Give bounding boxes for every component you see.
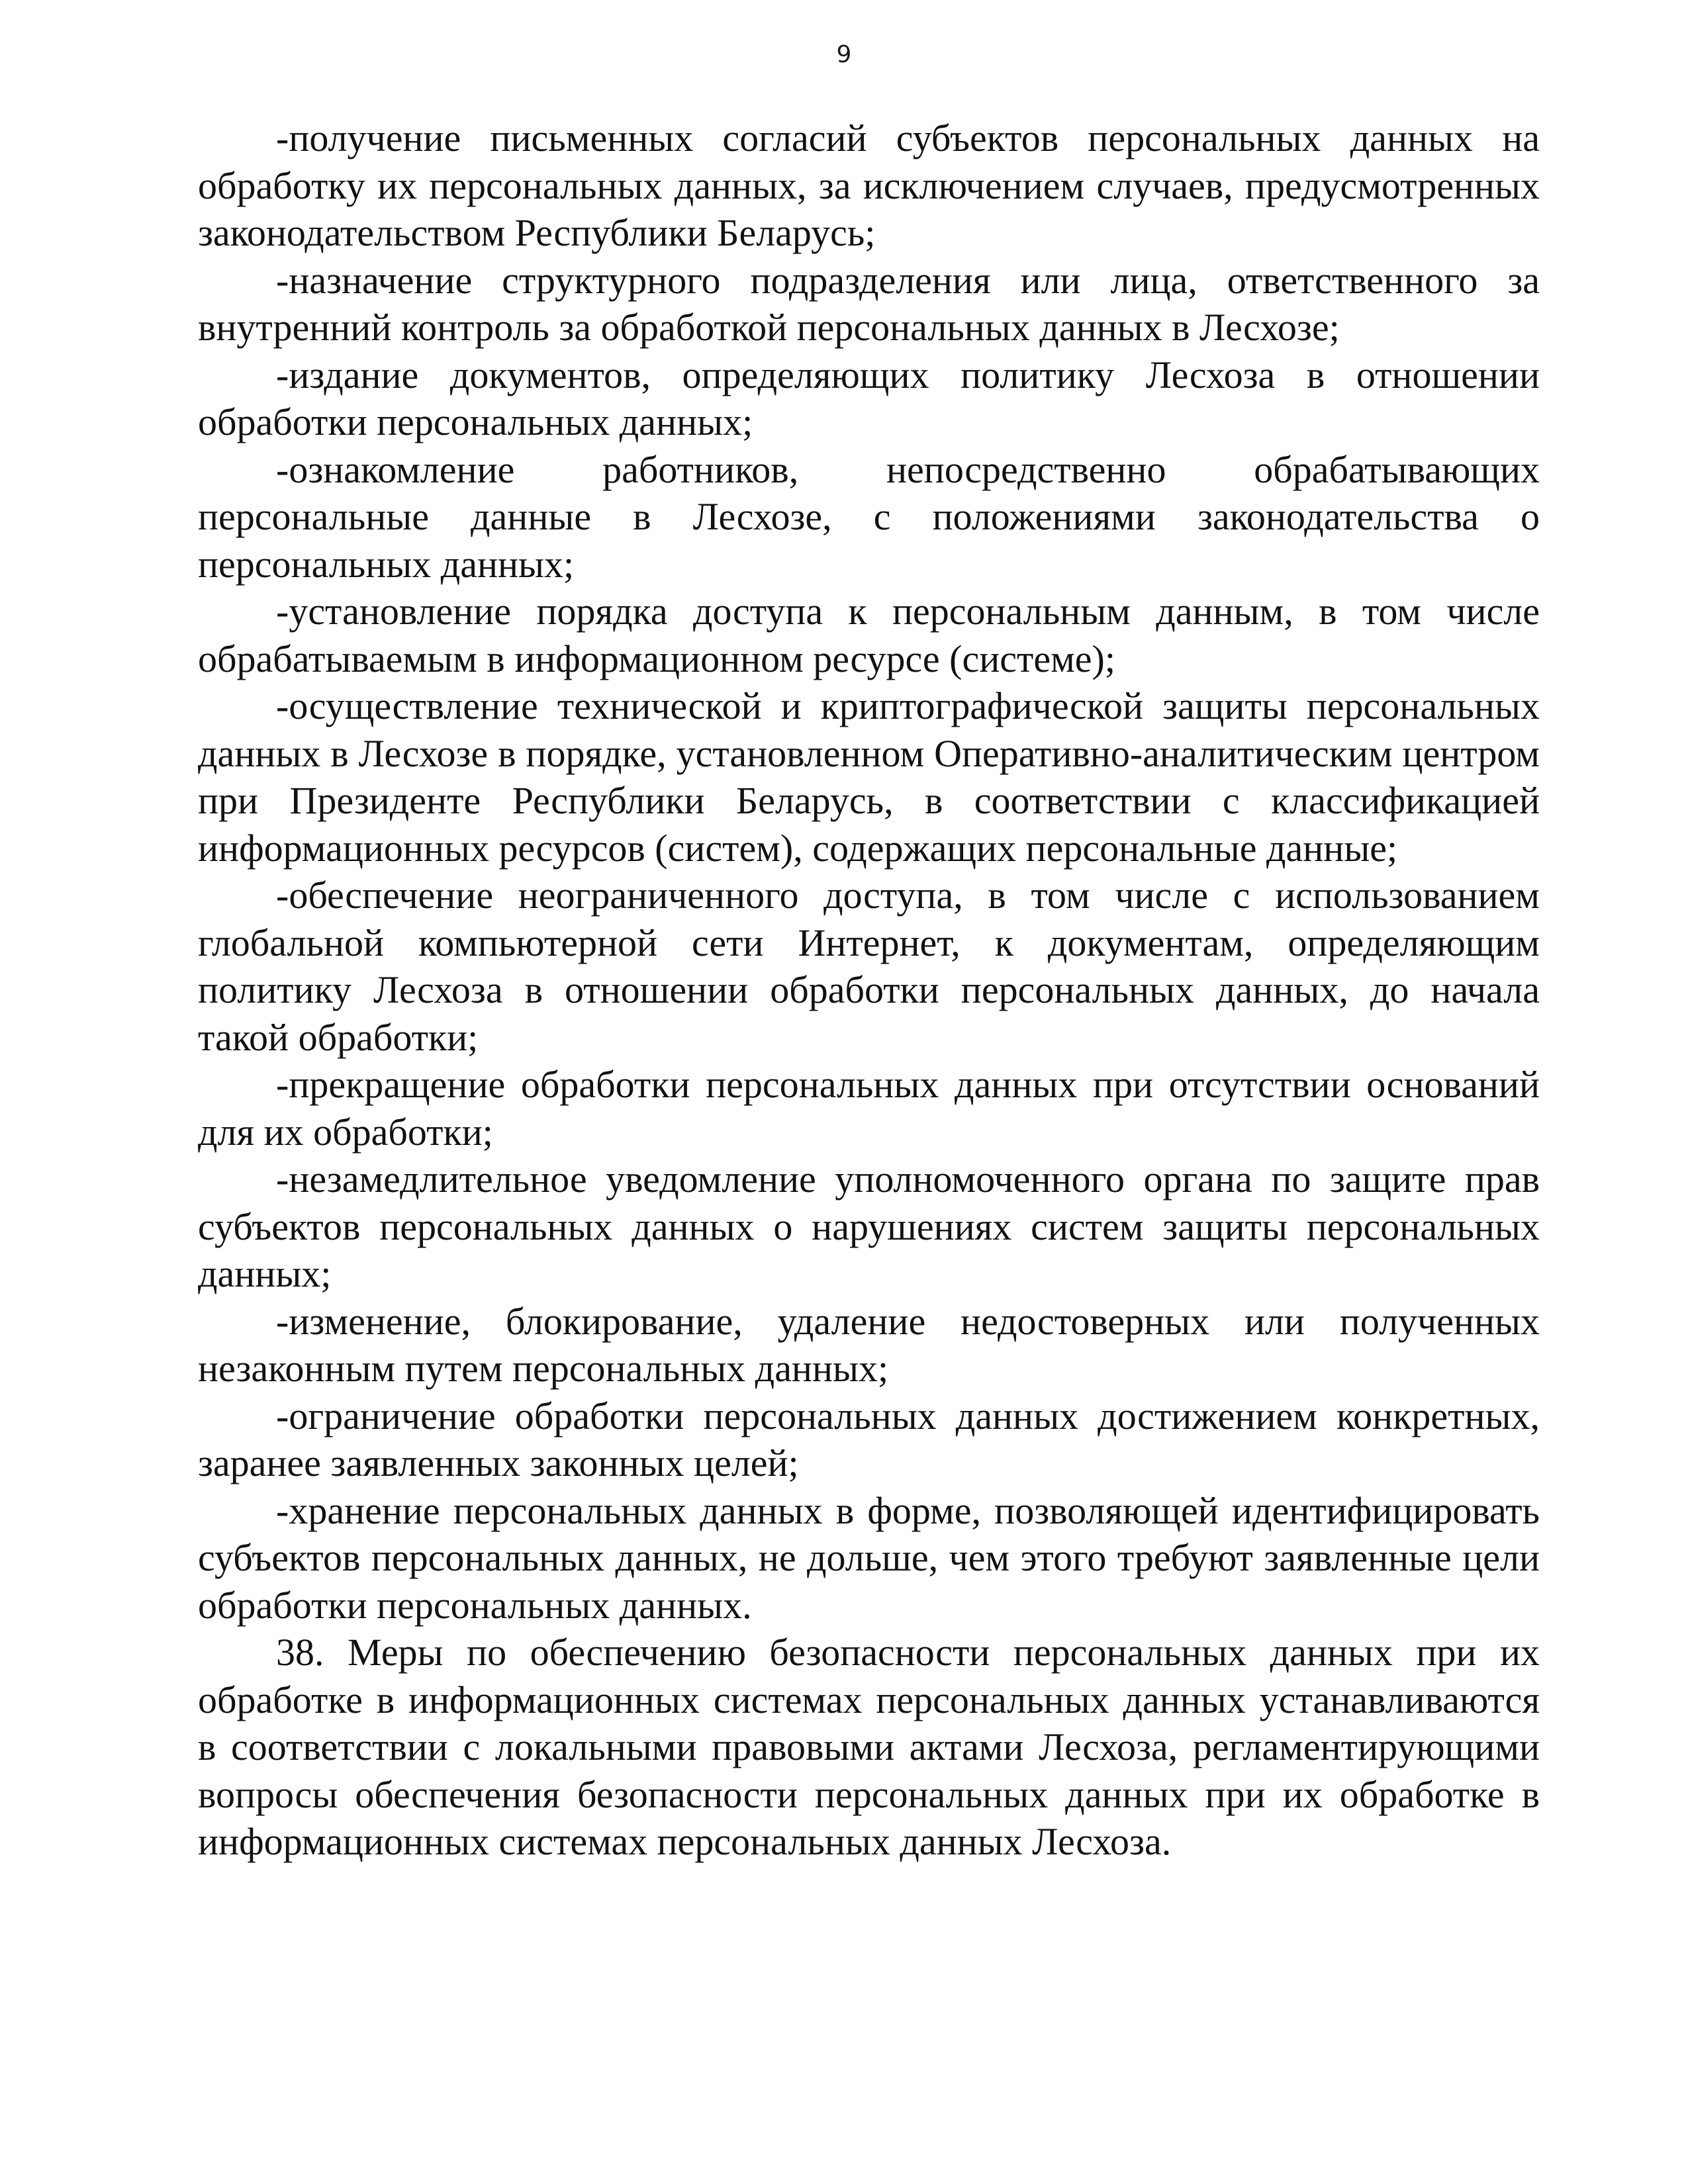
list-item-processing-termination: -прекращение обработки персональных данных при отсутствии оснований для их обработки; — [198, 1063, 1540, 1154]
list-item-technical-protection: -осуществление технической и криптографической защиты персональных данных в Лесхозе в порядке, установленном Оперативно-аналитическим центром при Президенте Республики Беларусь, в соответствии с классификацией информационных ресурсов (систем), содержащих персональные данные; — [198, 684, 1540, 870]
clause-38: 38. Меры по обеспечению безопасности персональных данных при их обработке в информационных системах персональных данных устанавливаются в соответствии с локальными правовыми актами Лесхоза, регламентирующими вопросы обеспечения безопасности персональных данных при их обработке в информационных системах персональных данных Лесхоза. — [198, 1631, 1540, 1863]
document-body — [198, 114, 1540, 1866]
list-item-storage: -хранение персональных данных в форме, позволяющей идентифицировать субъектов персональных данных, не дольше, чем этого требуют заявленные цели обработки персональных данных. — [198, 1488, 1540, 1627]
list-item-policy-documents: -издание документов, определяющих политику Лесхоза в отношении обработки персональных данных; — [198, 353, 1540, 443]
list-item-employee-familiarization: -ознакомление работников, непосредственно обрабатывающих персональные данные в Лесхозе, с положениями законодательства о персональных данных; — [198, 447, 1540, 586]
page-number: 9 — [836, 41, 852, 68]
list-item-access-procedure: -установление порядка доступа к персональным данным, в том числе обрабатываемым в информационном ресурсе (системе); — [198, 590, 1540, 680]
list-item-unrestricted-access: -обеспечение неограниченного доступа, в том числе с использованием глобальной компьютерной сети Интернет, к документам, определяющим политику Лесхоза в отношении обработки персональных данных, до начала такой обработки; — [198, 874, 1540, 1059]
list-item-written-consent: -получение письменных согласий субъектов персональных данных на обработку их персональных данных, за исключением случаев, предусмотренных законодательством Республики Беларусь; — [198, 116, 1540, 254]
list-item-breach-notification: -незамедлительное уведомление уполномоченного органа по защите прав субъектов персональных данных о нарушениях систем защиты персональных данных; — [198, 1158, 1540, 1295]
list-item-processing-limitation: -ограничение обработки персональных данных достижением конкретных, заранее заявленных законных целей; — [198, 1394, 1540, 1484]
list-item-data-correction: -изменение, блокирование, удаление недостоверных или полученных незаконным путем персональных данных; — [198, 1299, 1540, 1390]
list-item-responsible-unit: -назначение структурного подразделения или лица, ответственного за внутренний контроль за обработкой персональных данных в Лесхозе; — [198, 258, 1540, 349]
